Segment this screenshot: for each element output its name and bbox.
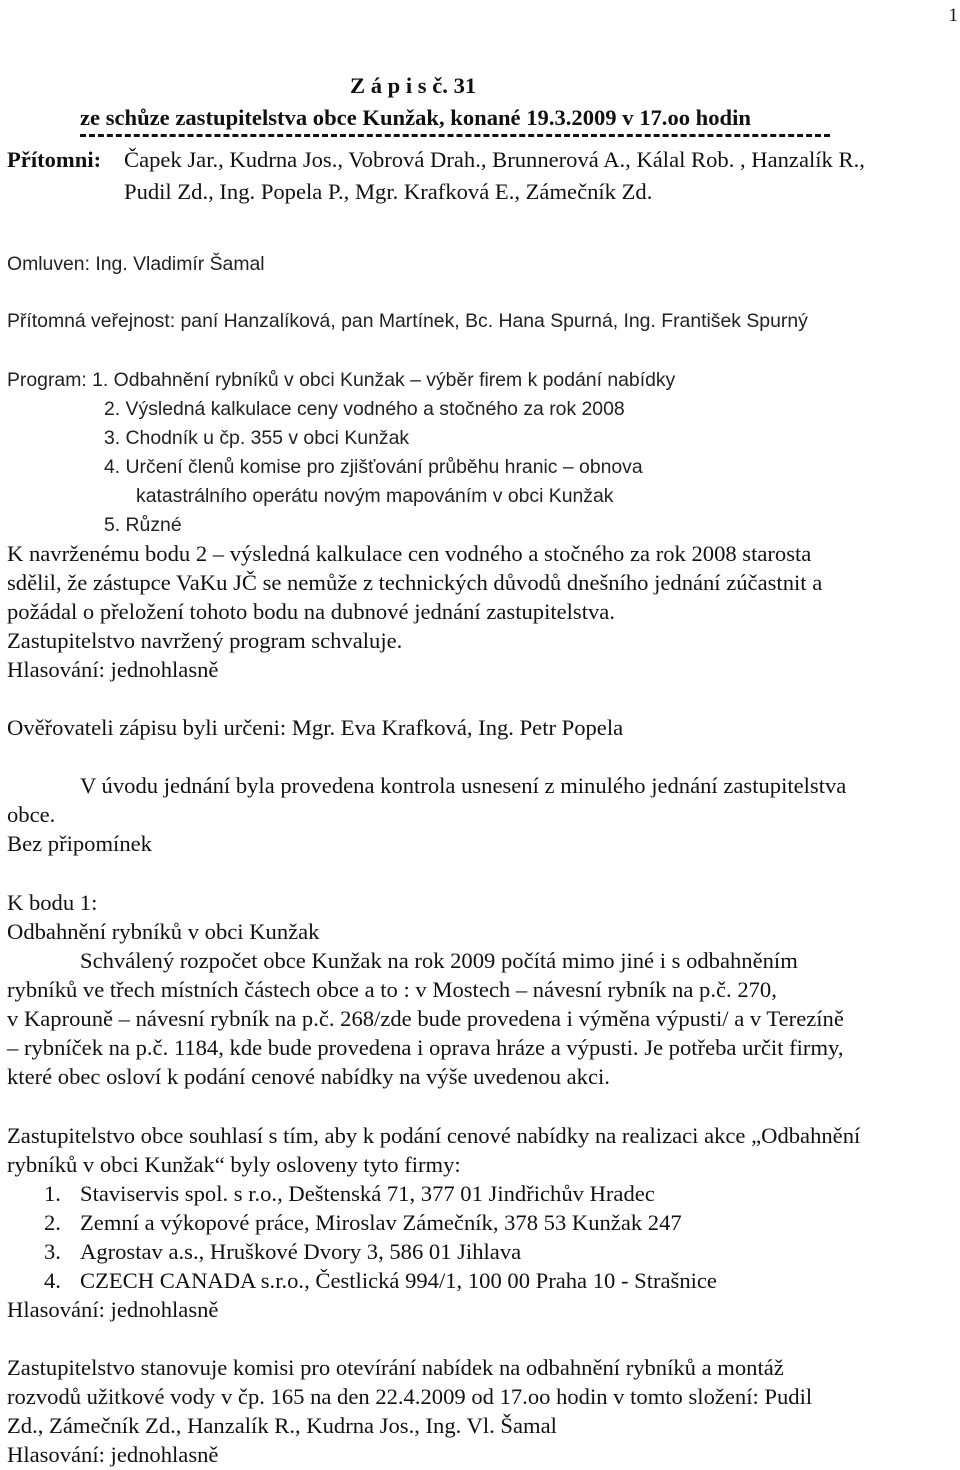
commission-line: Zastupitelstvo stanovuje komisi pro otevírání nabídek na odbahnění rybníků a montáž [7, 1355, 784, 1380]
intro-line: Bez připomínek [7, 831, 152, 856]
program-item-2: 2. Výsledná kalkulace ceny vodného a stočného za rok 2008 [104, 398, 625, 420]
point-1-heading: K bodu 1: [7, 890, 98, 915]
point-1-text-line: které obec osloví k podání cenové nabídky na výše uvedenou akci. [7, 1064, 610, 1089]
verifiers-line: Ověřovateli zápisu byli určeni: Mgr. Eva Krafková, Ing. Petr Popela [7, 715, 624, 740]
point-1-topic: Odbahnění rybníků v obci Kunžak [7, 919, 320, 944]
commission-line: Zd., Zámečník Zd., Hanzalík R., Kudrna Jos., Ing. Vl. Šamal [7, 1413, 557, 1438]
firm-name: CZECH CANADA s.r.o., Čestlická 994/1, 100 00 Praha 10 - Strašnice [80, 1268, 717, 1293]
firm-number: 2. [44, 1210, 61, 1235]
agree-line: Zastupitelstvo obce souhlasí s tím, aby k podání cenové nabídky na realizaci akce „Odbahnění [7, 1123, 861, 1148]
firm-name: Staviservis spol. s r.o., Deštenská 71, 377 01 Jindřichův Hradec [80, 1181, 655, 1206]
commission-line: rozvodů užitkové vody v čp. 165 na den 22.4.2009 od 17.oo hodin v tomto složení: Pudil [7, 1384, 813, 1409]
paragraph-line: Zastupitelstvo navržený program schvaluje. [7, 628, 403, 653]
page-number: 1 [948, 5, 958, 26]
program-item-3: 3. Chodník u čp. 355 v obci Kunžak [104, 427, 410, 449]
program-item-1: Program: 1. Odbahnění rybníků v obci Kunžak – výběr firem k podání nabídky [7, 369, 676, 391]
point-1-text-line: Schválený rozpočet obce Kunžak na rok 2009 počítá mimo jiné i s odbahněním [80, 948, 798, 973]
paragraph-line: K navrženému bodu 2 – výsledná kalkulace cen vodného a stočného za rok 2008 starosta [7, 541, 812, 566]
excused-line: Omluven: Ing. Vladimír Šamal [7, 253, 265, 275]
document-title: Z á p i s č. 31 [350, 73, 477, 98]
firm-name: Zemní a výkopové práce, Miroslav Zámečník, 378 53 Kunžak 247 [80, 1210, 682, 1235]
intro-line: obce. [7, 802, 56, 827]
point-1-text-line: – rybníček na p.č. 1184, kde bude provedena i oprava hráze a výpusti. Je potřeba určit firmy, [7, 1035, 844, 1060]
intro-line: V úvodu jednání byla provedena kontrola usnesení z minulého jednání zastupitelstva [80, 773, 847, 798]
program-item-4-cont: katastrálního operátu novým mapováním v obci Kunžak [136, 485, 614, 507]
title-divider [80, 134, 830, 137]
program-item-5: 5. Různé [104, 514, 182, 536]
present-list-line-2: Pudil Zd., Ing. Popela P., Mgr. Krafková E., Zámečník Zd. [124, 179, 653, 204]
public-line: Přítomná veřejnost: paní Hanzalíková, pan Martínek, Bc. Hana Spurná, Ing. František Spurný [7, 310, 808, 332]
present-list-line-1: Čapek Jar., Kudrna Jos., Vobrová Drah., Brunnerová A., Kálal Rob. , Hanzalík R., [124, 147, 865, 172]
firm-number: 4. [44, 1268, 61, 1293]
vote-line: Hlasování: jednohlasně [7, 1442, 219, 1467]
agree-line: rybníků v obci Kunžak“ byly osloveny tyto firmy: [7, 1152, 461, 1177]
paragraph-line: požádal o přeložení tohoto bodu na dubnové jednání zastupitelstva. [7, 599, 615, 624]
program-item-4: 4. Určení členů komise pro zjišťování průběhu hranic – obnova [104, 456, 643, 478]
firm-number: 3. [44, 1239, 61, 1264]
paragraph-line: sdělil, že zástupce VaKu JČ se nemůže z technických důvodů dnešního jednání zúčastnit a [7, 570, 823, 595]
point-1-text-line: rybníků ve třech místních částech obce a to : v Mostech – návesní rybník na p.č. 270, [7, 977, 777, 1002]
present-label: Přítomni: [7, 147, 102, 172]
vote-line: Hlasování: jednohlasně [7, 657, 219, 682]
document-subtitle: ze schůze zastupitelstva obce Kunžak, konané 19.3.2009 v 17.oo hodin [80, 105, 751, 130]
point-1-text-line: v Kaprouně – návesní rybník na p.č. 268/zde bude provedena i výměna výpusti/ a v Terezíně [7, 1006, 844, 1031]
firm-name: Agrostav a.s., Hruškové Dvory 3, 586 01 Jihlava [80, 1239, 522, 1264]
vote-line: Hlasování: jednohlasně [7, 1297, 219, 1322]
firm-number: 1. [44, 1181, 61, 1206]
